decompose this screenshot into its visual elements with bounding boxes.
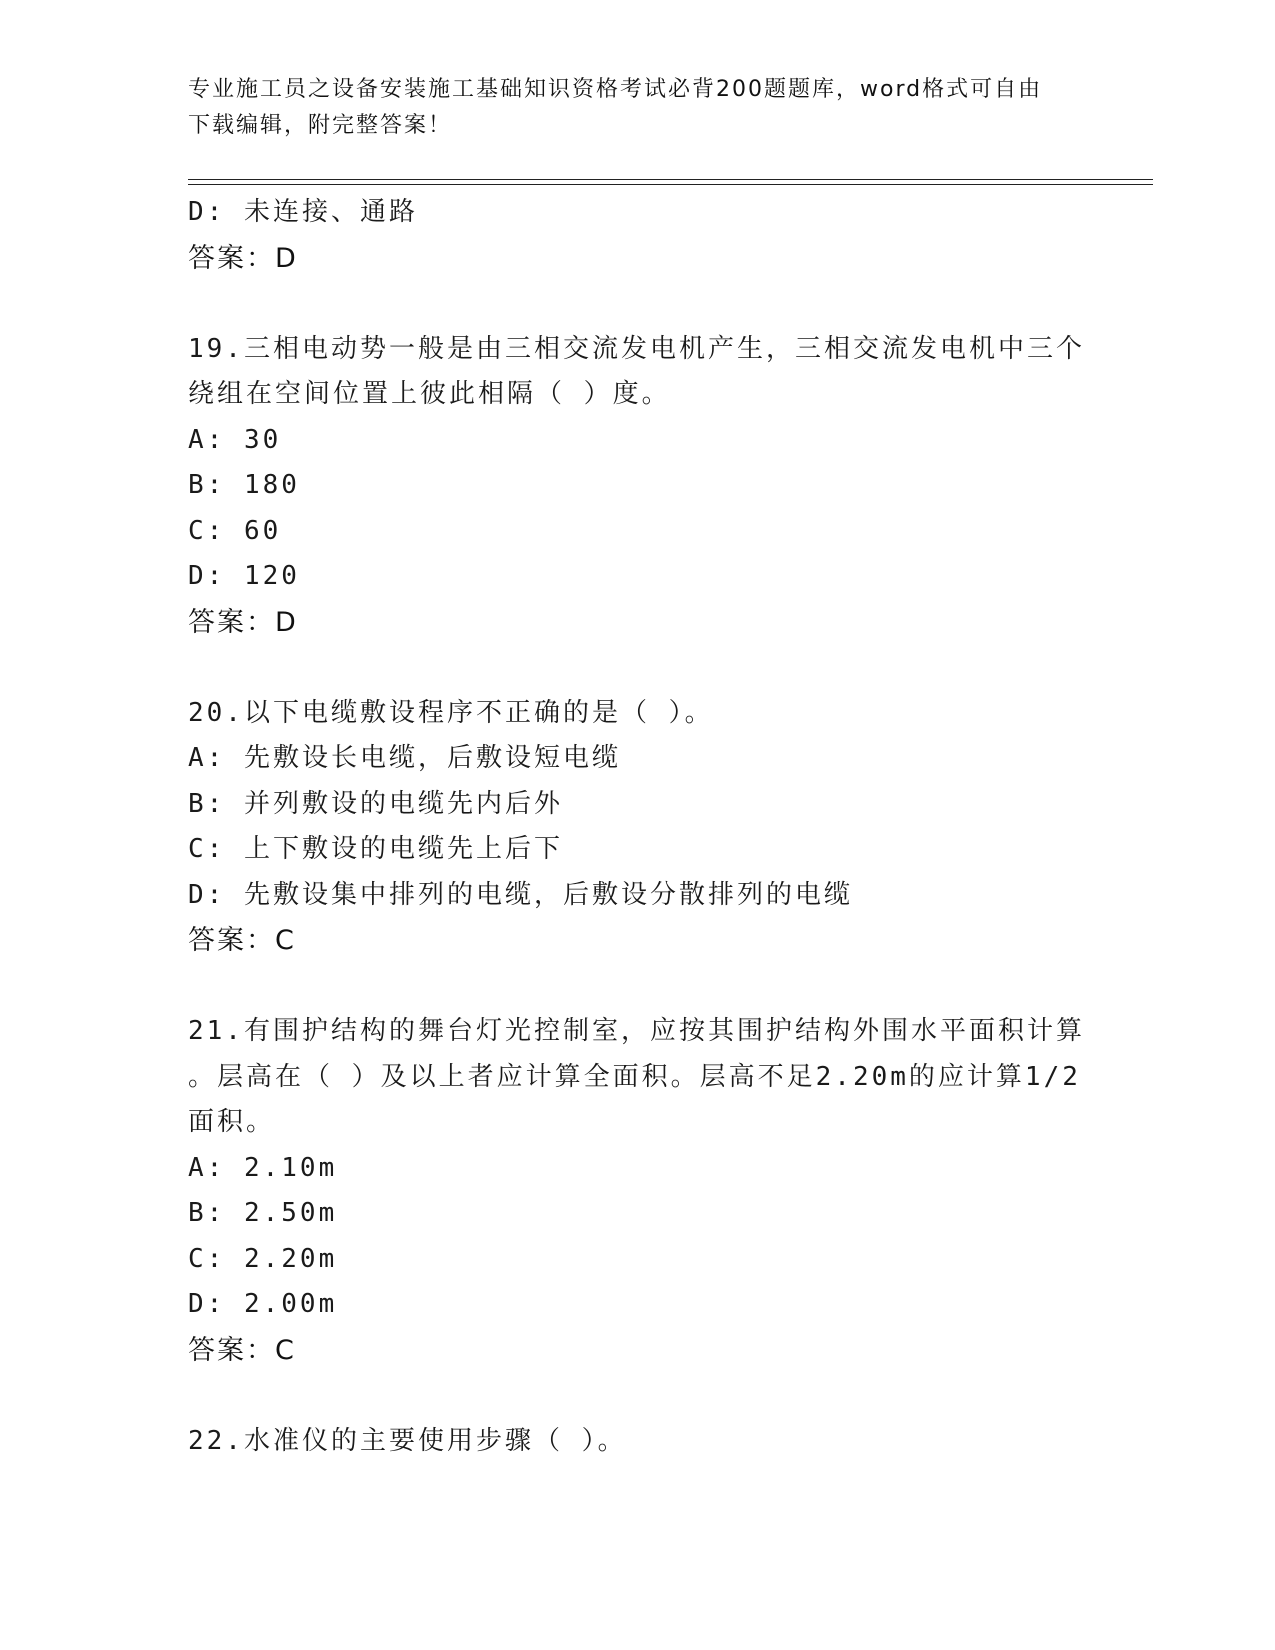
- option-b: B: 2.50m: [188, 1198, 338, 1228]
- question-text: 21.有围护结构的舞台灯光控制室，应按其围护结构外围水平面积计算: [188, 1016, 1085, 1046]
- option-c: C: 60: [188, 515, 282, 546]
- option-d: D: 120: [188, 561, 300, 591]
- option-d: D: 2.00m: [188, 1289, 338, 1319]
- option-b: B: 并列敷设的电缆先内后外: [188, 788, 563, 819]
- spacer: [188, 1373, 1088, 1419]
- header-divider-bottom: [188, 184, 1153, 185]
- option-c: C: 上下敷设的电缆先上后下: [188, 834, 563, 864]
- question-19: [188, 327, 1088, 646]
- option-d: D: 未连接、通路: [188, 197, 418, 227]
- question-20: [188, 691, 1088, 964]
- option-a: A: 先敷设长电缆，后敷设短电缆: [188, 743, 621, 773]
- spacer: [188, 281, 1088, 327]
- option-c: C: 2.20m: [188, 1243, 338, 1274]
- header-divider-top: [188, 179, 1153, 180]
- spacer: [188, 645, 1088, 691]
- header-line-2: 下载编辑，附完整答案！: [188, 113, 453, 138]
- answer-label: 答案：C: [188, 1334, 296, 1366]
- option-a: A: 2.10m: [188, 1152, 338, 1183]
- answer-label: 答案：D: [188, 606, 298, 638]
- document-body: [188, 190, 1088, 1464]
- document-header: [188, 72, 1088, 144]
- option-d: D: 先敷设集中排列的电缆，后敷设分散排列的电缆: [188, 879, 853, 910]
- answer-label: 答案：D: [188, 242, 298, 274]
- question-text: 19.三相电动势一般是由三相交流发电机产生，三相交流发电机中三个: [188, 333, 1085, 364]
- answer-label: 答案：C: [188, 925, 296, 956]
- header-line-1: 专业施工员之设备安装施工基础知识资格考试必背200题题库，word格式可自由: [188, 77, 1043, 102]
- question-22: [188, 1419, 1088, 1465]
- question-text: 面积。: [188, 1107, 276, 1137]
- question-text: 20.以下电缆敷设程序不正确的是（ ）。: [188, 697, 714, 728]
- question-text: 。层高在（ ）及以上者应计算全面积。层高不足2.20m的应计算1/2: [188, 1061, 1081, 1092]
- question-18-tail: [188, 190, 1088, 281]
- option-b: B: 180: [188, 470, 300, 500]
- spacer: [188, 964, 1088, 1010]
- question-text: 绕组在空间位置上彼此相隔（ ）度。: [188, 379, 671, 409]
- question-text: 22.水准仪的主要使用步骤（ ）。: [188, 1425, 627, 1456]
- option-a: A: 30: [188, 424, 282, 455]
- question-21: [188, 1009, 1088, 1373]
